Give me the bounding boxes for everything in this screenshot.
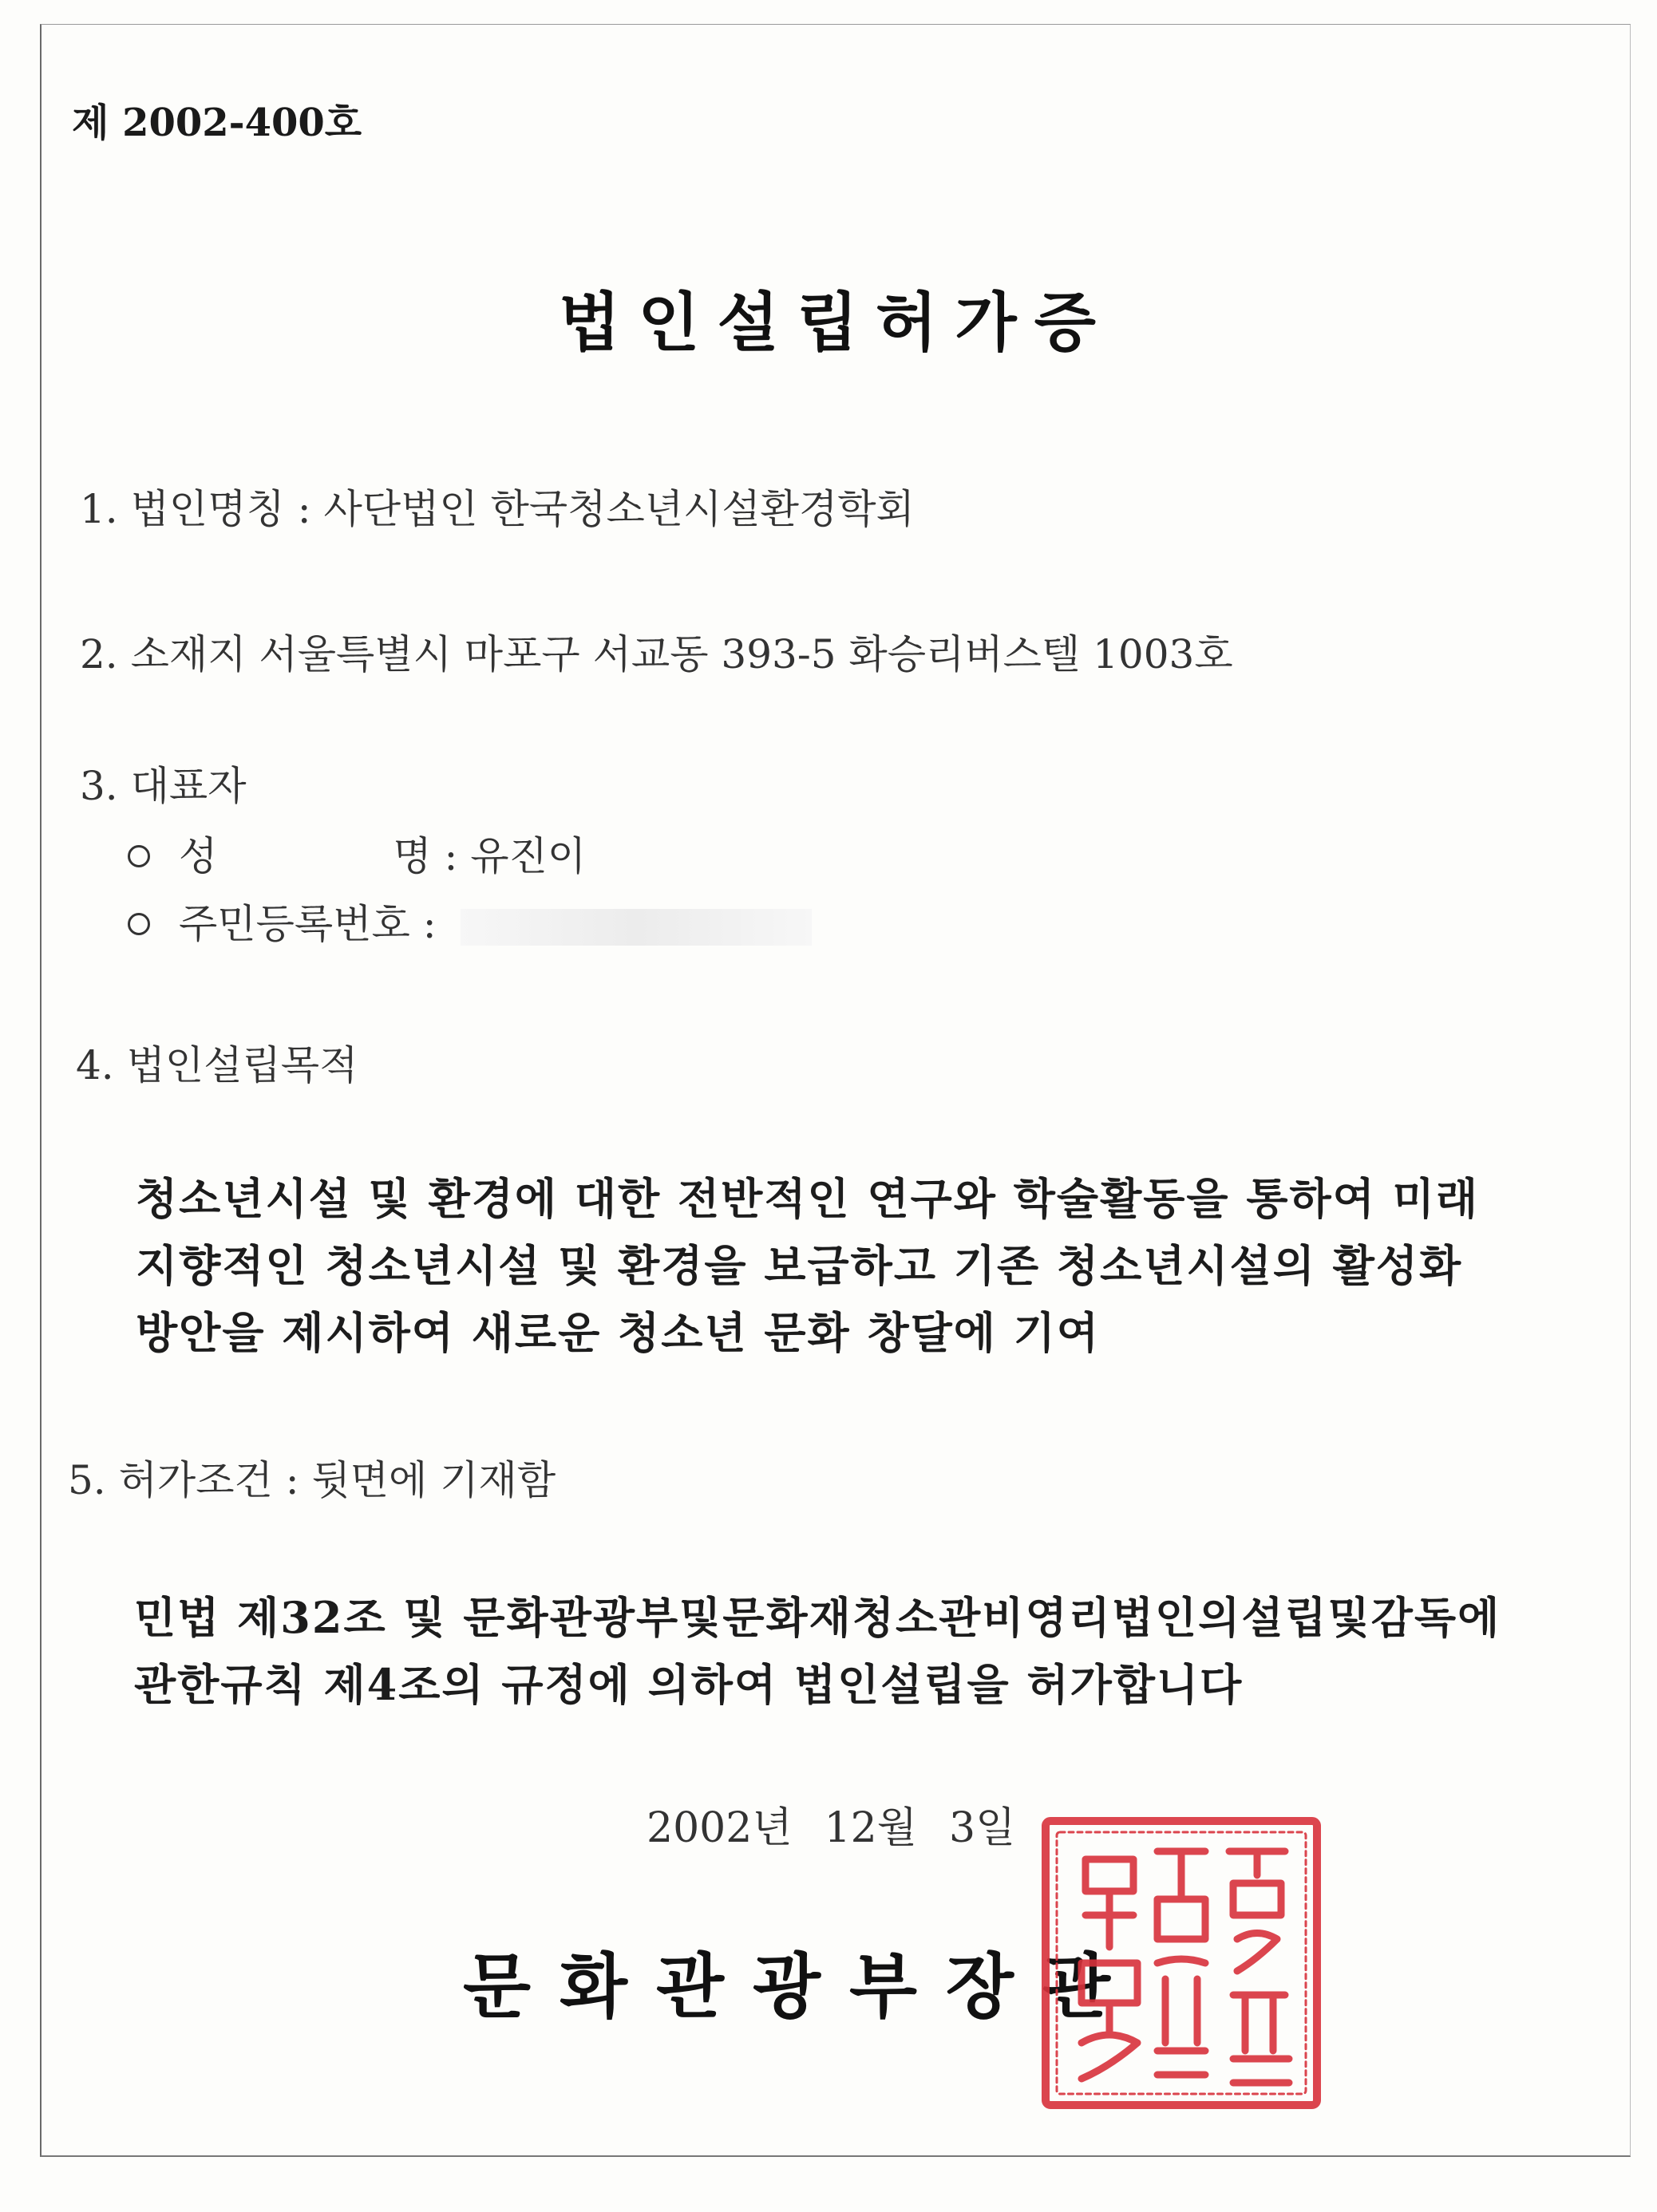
name-label-first: 성 [179, 833, 218, 879]
document-title: 법인설립허가증 [559, 285, 1113, 360]
item-label: 2. 소재지 [80, 631, 247, 677]
item-label: 3. 대표자 [80, 763, 247, 809]
name-label-second: 명 : [393, 833, 458, 879]
redacted-area [461, 909, 812, 946]
legal-line: 관한규칙 제4조의 규정에 의하여 법인설립을 허가합니다 [134, 1659, 1244, 1710]
item-value: 사단법인 한국청소년시설환경학회 [323, 486, 915, 532]
purpose-line: 청소년시설 및 환경에 대한 전반적인 연구와 학술활동을 통하여 미래 [136, 1173, 1479, 1224]
document-number: 제 2002-400호 [72, 101, 362, 145]
issuer-title: 문화관광부장관 [463, 1945, 1140, 2028]
representative-id-row [128, 892, 812, 950]
item-condition [68, 1448, 556, 1506]
circle-bullet-icon [128, 913, 150, 935]
purpose-text [136, 1165, 1596, 1366]
official-seal-icon [1038, 1811, 1325, 2115]
purpose-line: 지향적인 청소년시설 및 환경을 보급하고 기존 청소년시설의 활성화 [136, 1240, 1463, 1291]
legal-line: 민법 제32조 및 문화관광부및문화재청소관비영리법인의설립및감독에 [134, 1592, 1501, 1643]
date-year: 2002년 [647, 1804, 793, 1852]
representative-name: 유진이 [470, 833, 587, 879]
item-label: 5. 허가조건 : [68, 1457, 299, 1503]
item-corporation-name [80, 477, 915, 535]
legal-basis-text [134, 1584, 1595, 1718]
issue-date [647, 1794, 1047, 1854]
circle-bullet-icon [128, 845, 150, 867]
date-month: 12월 [824, 1804, 917, 1852]
item-label: 4. 법인설립목적 [76, 1042, 358, 1088]
purpose-line: 방안을 제시하여 새로운 청소년 문화 창달에 기여 [136, 1307, 1101, 1358]
id-label: 주민등록번호 : [179, 901, 437, 947]
item-label: 1. 법인명칭 : [80, 486, 311, 532]
date-day: 3일 [948, 1804, 1016, 1852]
item-representative [80, 754, 247, 812]
item-purpose [76, 1033, 358, 1091]
representative-name-row [128, 824, 586, 882]
item-value: 뒷면에 기재함 [311, 1457, 556, 1503]
item-address [80, 622, 1233, 680]
item-value: 서울특별시 마포구 서교동 393-5 화승리버스텔 1003호 [259, 631, 1233, 677]
